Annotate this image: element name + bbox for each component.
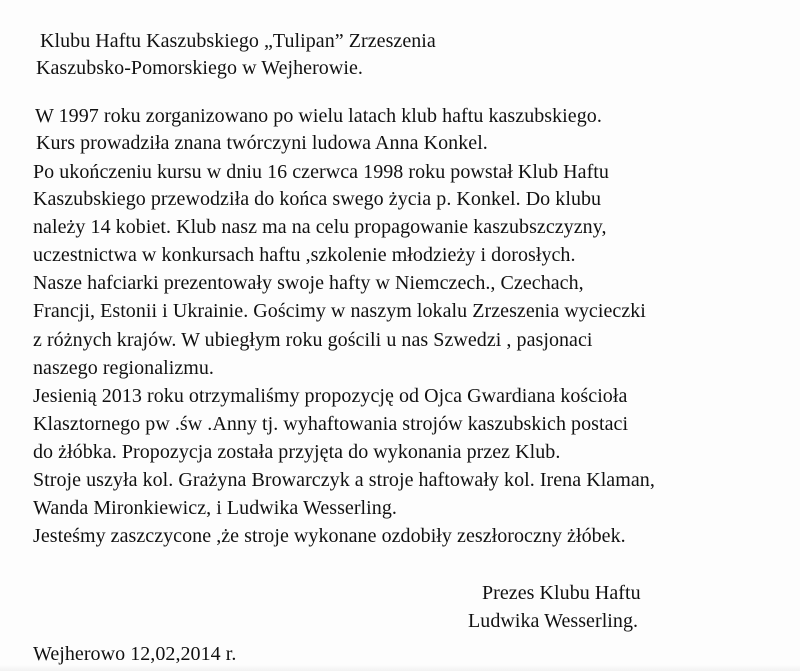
- signature-name: Ludwika Wesserling.: [468, 610, 639, 632]
- body-line-8: Francji, Estonii i Ukrainie. Gościmy w naszym lokalu Zrzeszenia wycieczki: [33, 300, 646, 322]
- place-and-date: Wejherowo 12,02,2014 r.: [33, 643, 237, 665]
- body-line-13: do żłóbka. Propozycja została przyjęta do wykonania przez Klub.: [33, 441, 561, 463]
- body-line-4: Kaszubskiego przewodziła do końca swego życia p. Konkel. Do klubu: [33, 188, 602, 210]
- header-line-1: Klubu Haftu Kaszubskiego „Tulipan” Zrzeszenia: [40, 30, 436, 52]
- body-line-1: W 1997 roku zorganizowano po wielu latach klub haftu kaszubskiego.: [35, 105, 602, 127]
- body-line-12: Klasztornego pw .św .Anny tj. wyhaftowania strojów kaszubskich postaci: [33, 413, 629, 435]
- body-line-10: naszego regionalizmu.: [33, 357, 214, 379]
- body-line-16: Jesteśmy zaszczycone ,że stroje wykonane ozdobiły zeszłoroczny żłóbek.: [33, 525, 626, 547]
- body-line-7: Nasze hafciarki prezentowały swoje hafty w Niemczech., Czechach,: [33, 272, 584, 294]
- body-line-3: Po ukończeniu kursu w dniu 16 czerwca 1998 roku powstał Klub Haftu: [33, 161, 609, 183]
- signature-title: Prezes Klubu Haftu: [482, 582, 641, 604]
- body-line-15: Wanda Mironkiewicz, i Ludwika Wesserling.: [33, 497, 397, 519]
- body-line-2: Kurs prowadziła znana twórczyni ludowa Anna Konkel.: [36, 132, 488, 154]
- body-line-14: Stroje uszyła kol. Grażyna Browarczyk a stroje haftowały kol. Irena Klaman,: [33, 469, 655, 491]
- body-line-9: z różnych krajów. W ubiegłym roku gościli u nas Szwedzi , pasjonaci: [33, 329, 593, 351]
- body-line-6: uczestnictwa w konkursach haftu ,szkolenie młodzieży i dorosłych.: [33, 244, 576, 266]
- body-line-5: należy 14 kobiet. Klub nasz ma na celu propagowanie kaszubszczyzny,: [33, 216, 607, 238]
- body-line-11: Jesienią 2013 roku otrzymaliśmy propozycję od Ojca Gwardiana kościoła: [33, 385, 628, 407]
- header-line-2: Kaszubsko-Pomorskiego w Wejherowie.: [36, 57, 363, 79]
- scan-edge: [0, 665, 800, 671]
